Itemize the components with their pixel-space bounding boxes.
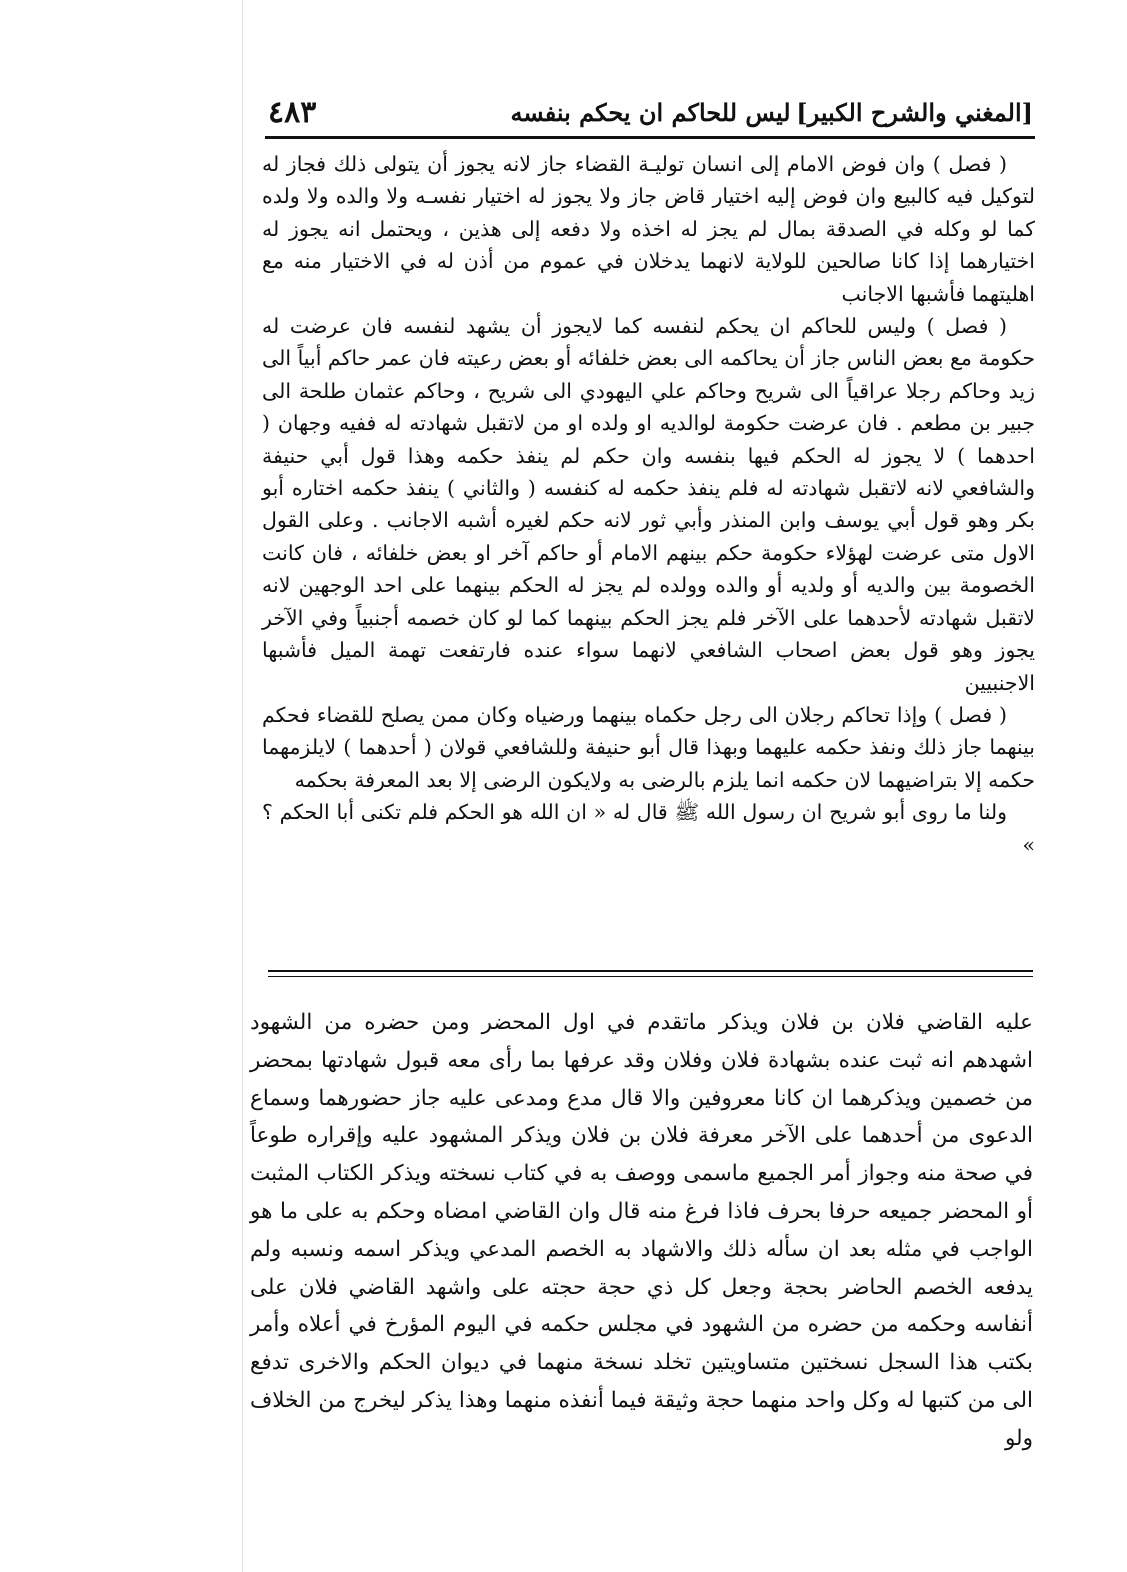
page-binding-shadow: [242, 0, 243, 1572]
section-title: ليس للحاكم ان يحكم بنفسه: [510, 97, 791, 127]
paragraph-4: ولنا ما روى أبو شريح ان رسول الله ﷺ قال له « ان الله هو الحكم فلم تكنى أبا الحكم ؟ »: [262, 800, 1035, 857]
main-text: [262, 148, 1035, 861]
paragraph-2: ( فصل ) وليس للحاكم ان يحكم لنفسه كما لايجوز أن يشهد لنفسه فان عرضت له حكومة مع بعض الناس جاز أن يحاكمه الى بعض خلفائه أو بعض رعيته فان عمر حاكم أبياً الى زيد وحاكم رجلا عراقياً الى شريح وحاكم علي اليهودي الى شريح ، وحاكم عثمان طلحة الى جبير بن مطعم . فان عرضت حكومة لوالديه او ولده او من لاتقبل شهادته له ففيه وجهان ( احدهما ) لا يجوز له الحكم فيها بنفسه وان حكم لم ينفذ حكمه وهذا قول أبي حنيفة والشافعي لانه لاتقبل شهادته له فلم ينفذ حكمه له كنفسه ( والثاني ) ينفذ حكمه اختاره أبو بكر وهو قول أبي يوسف وابن المنذر وأبي ثور لانه حكم لغيره أشبه الاجانب . وعلى القول الاول متى عرضت لهؤلاء حكومة حكم بينهم الامام أو حاكم آخر او بعض خلفائه ، فان كانت الخصومة بين والديه أو ولديه أو والده وولده لم يجز له الحكم بينهما على احد الوجهين لانه لاتقبل شهادته لأحدهما على الآخر فلم يجز الحكم بينهما كما لو كان خصمه أجنبياً وفي الآخر يجوز وهو قول بعض اصحاب الشافعي لانهما سواء عنده فارتفعت تهمة الميل فأشبها الاجنبيين: [262, 314, 1035, 695]
lower-commentary-text: [250, 1004, 1033, 1458]
paragraph-1: ( فصل ) وان فوض الامام إلى انسان توليـة القضاء جاز لانه يجوز أن يتولى ذلك فجاز له لتوكيل فيه كالبيع وان فوض إليه اختيار قاض جاز ولا يجوز له اختيار نفسـه ولا والده ولا ولده كما لو وكله في الصدقة بمال لم يجز له اخذه ولا دفعه إلى هذين ، ويحتمل انه يجوز له اختيارهما إذا كانا صالحين للولاية لانهما يدخلان في عموم من أذن له في الاختيار منه مع اهليتهما فأشبها الاجانب: [262, 152, 1035, 306]
book-title: [المغني والشرح الكبير]: [796, 97, 1033, 127]
commentary-paragraph: عليه القاضي فلان بن فلان ويذكر ماتقدم في اول المحضر ومن حضره من الشهود اشهدهم انه ثبت عنده بشهادة فلان وفلان وقد عرفها بما رأى معه قبول شهادتها بمحضر من خصمين ويذكرهما ان كانا معروفين والا قال مدع ومدعى عليه جاز حضورهما وسماع الدعوى من أحدهما على الآخر معرفة فلان بن فلان ويذكر المشهود عليه وإقراره طوعاً في صحة منه وجواز أمر الجميع ماسمى ووصف به في كتاب نسخته ويذكر الكتاب المثبت أو المحضر جميعه حرفا بحرف فاذا فرغ منه قال وان القاضي امضاه وحكم به على ما هو الواجب في مثله بعد ان سأله ذلك والاشهاد به الخصم المدعي ويذكر اسمه ونسبه ولم يدفعه الخصم الحاضر بحجة وجعل كل ذي حجة حجته على واشهد القاضي فلان على أنفاسه وحكمه من حضره من الشهود في مجلس حكمه في اليوم المؤرخ في أعلاه وأمر بكتب هذا السجل نسختين متساويتين تخلد نسخة منهما في ديوان الحكم والاخرى تدفع الى من كتبها له وكل واحد منهما حجة وثيقة فيما أنفذه منهما وهذا يذكر ليخرج من الخلاف ولو: [250, 1010, 1033, 1451]
separator-rule-thin: [268, 976, 1033, 977]
separator-rule: [268, 970, 1033, 972]
page-number: ٤٨٣: [268, 94, 317, 130]
running-header: [268, 90, 1033, 134]
header-rule: [265, 136, 1035, 139]
paragraph-3: ( فصل ) وإذا تحاكم رجلان الى رجل حكماه بينهما ورضياه وكان ممن يصلح للقضاء فحكم بينهما جاز ذلك ونفذ حكمه عليهما وبهذا قال أبو حنيفة وللشافعي قولان ( أحدهما ) لايلزمهما حكمه إلا بتراضيهما لان حكمه انما يلزم بالرضى به ولايكون الرضى إلا بعد المعرفة بحكمه: [262, 702, 1035, 792]
